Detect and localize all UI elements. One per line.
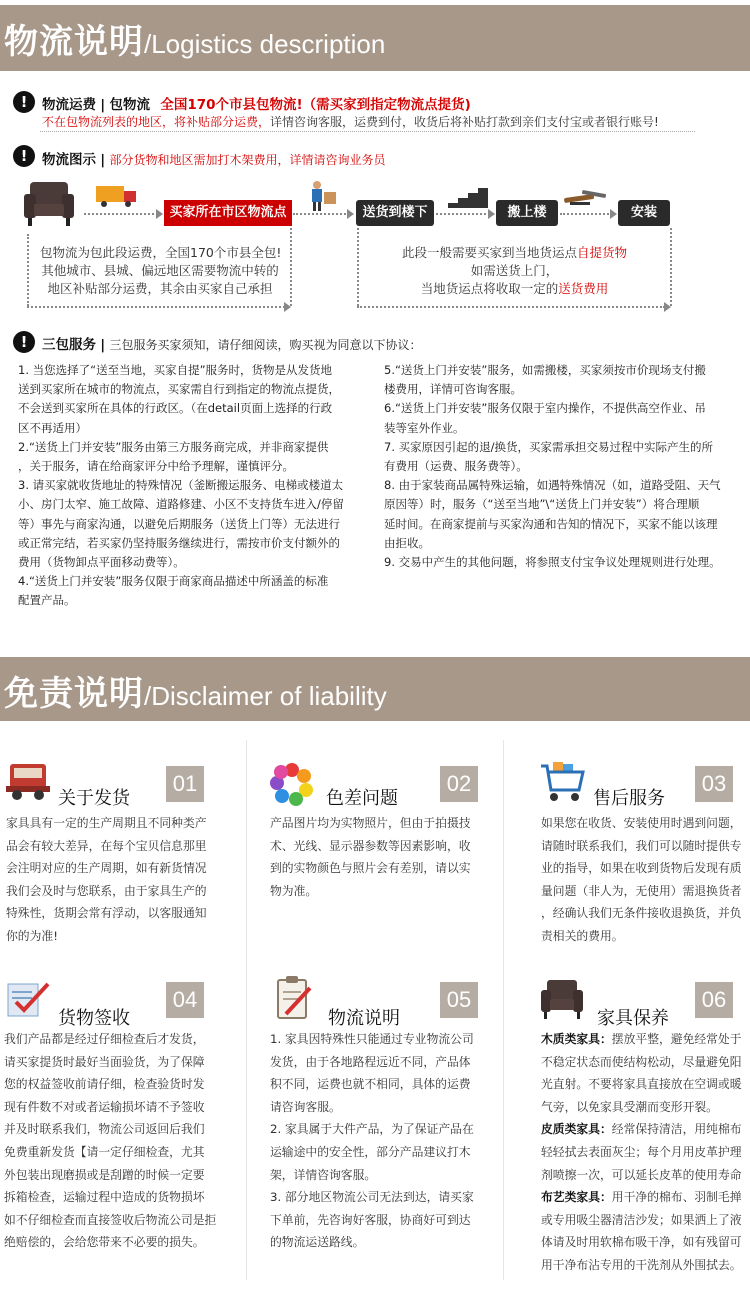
truck-icon bbox=[96, 184, 138, 208]
flow-arrow bbox=[347, 209, 354, 219]
card-title: 货物签收 bbox=[58, 1008, 130, 1029]
card-title: 色差问题 bbox=[326, 788, 398, 809]
card-number-badge: 06 bbox=[695, 982, 733, 1018]
freight-note: 不在包物流列表的地区，将补贴部分运费，详情咨询客服，运费到付，收货后将补贴打款到亲们支付宝或者银行账号! bbox=[42, 115, 659, 129]
flow-arrow bbox=[488, 209, 495, 219]
card-title: 物流说明 bbox=[328, 1008, 400, 1029]
logistics-banner bbox=[0, 5, 750, 71]
flow-arrow bbox=[664, 302, 671, 312]
shopping-cart-icon bbox=[539, 760, 585, 804]
disclaimer-banner-title: 免责说明/Disclaimer of liability bbox=[4, 674, 387, 714]
card-color-difference bbox=[262, 752, 502, 972]
divider bbox=[40, 131, 695, 132]
bracket-guide bbox=[290, 228, 292, 306]
checkmark-doc-icon bbox=[6, 978, 52, 1020]
card-body: 家具具有一定的生产周期且不同种类产 品会有较大差异，在每个宝贝信息那里 会注明对应的生产周期，如有新货情况 我们会及时与您联系，由于家具生产的 特殊性，货期会常有浮动，以客服通知 你的为准! bbox=[6, 816, 207, 943]
flow-step-local-depot: 买家所在市区物流点 bbox=[164, 200, 292, 226]
flow-connector bbox=[436, 213, 490, 215]
truck-icon bbox=[6, 758, 50, 802]
bracket-bottom bbox=[27, 306, 285, 308]
logistics-banner-title: 物流说明/Logistics description bbox=[4, 22, 386, 62]
logistics-banner-subtitle: /Logistics description bbox=[144, 29, 386, 59]
color-wheel-icon bbox=[270, 762, 314, 806]
warning-icon: ! bbox=[13, 331, 35, 353]
armchair-icon bbox=[22, 178, 76, 228]
card-title: 家具保养 bbox=[597, 1008, 669, 1029]
card-furniture-care bbox=[533, 974, 748, 1274]
card-title: 售后服务 bbox=[593, 788, 665, 809]
card-receipt bbox=[0, 974, 240, 1274]
card-number-badge: 03 bbox=[695, 766, 733, 802]
card-number-badge: 01 bbox=[166, 766, 204, 802]
card-body: 我们产品都是经过仔细检查后才发货， 请买家提货时最好当面验货，为了保障 您的权益签收前请仔细，检查验货时发 现有件数不对或者运输损坏请不予签收 并及时联系我们，物流公司返回后我们 免费重新发货【请一定仔细检查，尤其 外包装出现磨损或是刮蹭的时候一定要 拆箱检查，运输过程中造成的货物损坏 如不仔细检查而直接签收后物流公司是拒 绝赔偿的，会给您带来不必要的损失。 bbox=[4, 1032, 217, 1250]
card-number-badge: 02 bbox=[440, 766, 478, 802]
depot-note: 包物流为包此段运费，全国170个市县全包! 其他城市、县城、偏远地区需要物流中转的 地区补贴部分运费，其余由买家自己承担 bbox=[40, 245, 282, 296]
card-title: 关于发货 bbox=[58, 788, 130, 809]
bracket-guide bbox=[670, 228, 672, 306]
bracket-guide bbox=[27, 234, 29, 306]
flow-step-downstairs: 送货到楼下 bbox=[356, 200, 434, 226]
card-body: 1. 家具因特殊性只能通过专业物流公司 发货，由于各地路程远近不同，产品体 积不同，运费也就不相同，具体的运费 请咨询客服。 2. 家具属于大件产品，为了保证产品在 运输途中的安全性，部分产品建议打木 架，详情咨询客服。 3. 部分地区物流公司无法到达，请买家 下单前，先咨询好客服，协商好可到达 的物流运送路线。 bbox=[270, 1032, 474, 1250]
column-divider bbox=[246, 740, 247, 1280]
service-heading: 三包服务 | 三包服务买家须知，请仔细阅读，购买视为同意以下协议： bbox=[42, 337, 422, 353]
flow-arrow bbox=[610, 209, 617, 219]
delivery-note: 此段一般需要买家到当地货运点自提货物 如需送货上门， 当地货运点将收取一定的送货费用 bbox=[401, 245, 628, 296]
disclaimer-banner bbox=[0, 657, 750, 721]
bracket-bottom bbox=[357, 306, 665, 308]
card-number-badge: 05 bbox=[440, 982, 478, 1018]
service-terms-right: 5.“送货上门并安装”服务，如需搬楼，买家须按市价现场支付搬 楼费用，详情可咨询客服。 6.“送货上门并安装”服务仅限于室内操作，不提供高空作业、吊 装等室外作业。 7. 买家原因引起的退/换货，买家需承担交易过程中实际产生的所 有费用（运费、服务费等）。 8. 由于家装商品属特殊运输，如遇特殊情况（如，道路受阻、天气 原因等）时，服务（“送至当地”\“送货上门并安装”）将合理顺 延时间。在商家提前与买家沟通和告知的情况下，买家不能以该理 由拒收。 9. 交易中产生的其他问题，将参照支付宝争议处理规则进行处理。 bbox=[384, 363, 721, 570]
flow-connector bbox=[84, 213, 158, 215]
card-after-sales bbox=[533, 752, 750, 972]
card-number-badge: 04 bbox=[166, 982, 204, 1018]
diagram-heading: 物流图示 | 部分货物和地区需加打木架费用，详情请咨询业务员 bbox=[42, 152, 386, 168]
flow-arrow bbox=[284, 302, 291, 312]
disclaimer-banner-subtitle: /Disclaimer of liability bbox=[144, 681, 387, 711]
card-shipping bbox=[0, 752, 240, 972]
armchair-icon bbox=[539, 978, 585, 1020]
card-body: 如果您在收货、安装使用时遇到问题， 请随时联系我们，我们可以随时提供专 业的指导，如果在收到货物后发现有质 量问题（非人为，无使用）需退换货者 ，经确认我们无条件接收退换货，并负 责相关的费用。 bbox=[541, 816, 742, 943]
warning-icon: ! bbox=[13, 91, 35, 113]
delivery-worker-icon bbox=[308, 180, 338, 212]
card-logistics-info bbox=[262, 974, 502, 1274]
flow-step-upstairs: 搬上楼 bbox=[496, 200, 558, 226]
flow-step-install: 安装 bbox=[618, 200, 670, 226]
freight-heading: 物流运费 | 包物流 全国170个市县包物流!（需买家到指定物流点提货) bbox=[42, 97, 471, 113]
card-body: 产品图片均为实物照片，但由于拍摄技 术、光线、显示器参数等因素影响，收 到的实物颜色与照片会有差别，请以实 物为准。 bbox=[270, 816, 471, 898]
bracket-guide bbox=[357, 228, 359, 306]
warning-icon: ! bbox=[13, 145, 35, 167]
tools-icon bbox=[564, 190, 608, 208]
service-terms-left: 1. 当您选择了“送至当地，买家自提”服务时，货物是从发货地 送到买家所在城市的物流点，买家需自行到指定的物流点提货， 不会送到买家所在具体的行政区。（在detail页面上选择的行政 区不再适用） 2.“送货上门并安装”服务由第三方服务商完成，并非商家提供 ，关于服务，请在给商家评分中给予理解，谨慎评分。 3. 请买家就收货地址的特殊情况（釜断搬运服务、电梯或楼道太 小、房门太窄、施工故障、道路修建、小区不支持货车进入/停留 等）事先与商家沟通，以避免后期服务（送货上门等）无法进行 或正常完结，若买家仍坚持服务继续进行，需按市价支付额外的 费用（货物卸点平面移动费等）。 4.“送货上门并安装”服务仅限于商家商品描述中所涵盖的标准 配置产品。 bbox=[18, 363, 344, 608]
flow-connector bbox=[560, 213, 612, 215]
stairs-icon bbox=[448, 188, 488, 208]
flow-connector bbox=[293, 213, 349, 215]
column-divider bbox=[503, 740, 504, 1280]
card-body: 木质类家具：摆放平整，避免经常处于 不稳定状态而使结构松动，尽量避免阳 光直射。不要将家具直接放在空调或暖 气旁，以免家具受潮而变形开裂。 皮质类家具：经常保持清洁，用纯棉布 轻轻拭去表面灰尘；每个月用皮革护理 剂喷擦一次，可以延长皮革的使用寿命 布艺类家具：用干净的棉布、羽制毛掸 或专用吸尘器清洁沙发；如果洒上了液 体请及时用软棉布吸干净，如有残留可 用干净布沾专用的干洗剂从外围拭去。 bbox=[541, 1032, 742, 1272]
clipboard-icon bbox=[274, 976, 314, 1020]
flow-arrow bbox=[156, 209, 163, 219]
